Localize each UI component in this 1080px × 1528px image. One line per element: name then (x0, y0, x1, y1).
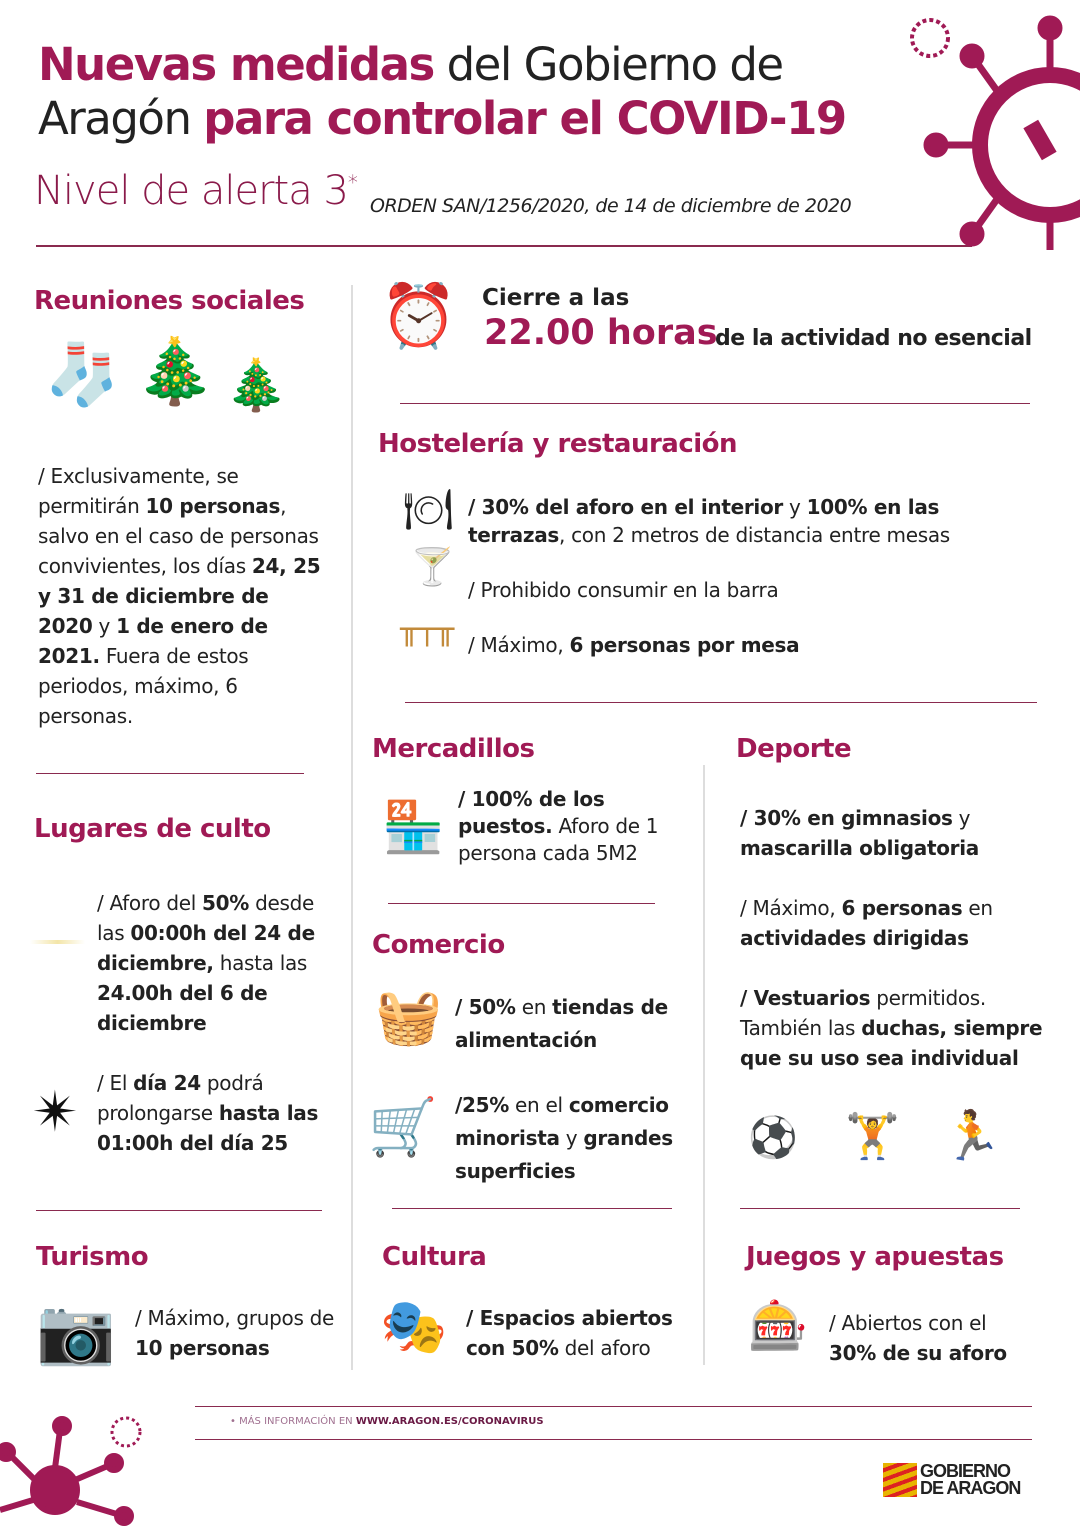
text-segment: , con 2 metros de distancia entre mesas (559, 523, 950, 547)
christmas-tree-icon: 🎄 (135, 335, 215, 409)
shopping-cart-icon: 🛒 (368, 1095, 438, 1160)
title-line-2 (38, 92, 846, 145)
text-segment: y (92, 614, 117, 638)
text-emphasis: 50% (202, 891, 250, 915)
section-title-mercadillos: Mercadillos (372, 734, 535, 764)
alert-level (34, 168, 357, 214)
soccer-ball-icon: ⚽ (748, 1115, 798, 1161)
text-segment: del aforo (558, 1336, 651, 1360)
text-segment: y (783, 495, 807, 519)
text-emphasis: / Espacios abiertos con 50% (466, 1306, 673, 1360)
text-emphasis: / 30% del aforo en el interior (468, 495, 783, 519)
text-emphasis: 00:00h del 24 de diciembre, (97, 921, 315, 975)
closing-suffix: de la actividad no esencial (715, 326, 1032, 351)
column-divider (703, 765, 705, 1365)
more-info: • MÁS INFORMACIÓN EN WWW.ARAGON.ES/CORONAVIRUS (230, 1416, 544, 1427)
column-divider (351, 285, 353, 1370)
text-segment: / Exclusivamente, se permitirán (38, 464, 239, 518)
divider (400, 403, 1030, 404)
sparkle-icon (30, 940, 85, 944)
section-title-juegos: Juegos y apuestas (746, 1242, 1004, 1272)
logo-line: DE ARAGON (920, 1478, 1021, 1498)
closing-time: 22.00 horas (484, 313, 718, 353)
text-segment: / Máximo, (468, 633, 570, 657)
divider (405, 702, 1037, 703)
text-emphasis: / Vestuarios (740, 986, 871, 1010)
text-segment: / El (97, 1071, 134, 1095)
text-emphasis: grandes superficies (455, 1126, 673, 1183)
hosteleria-item (468, 630, 799, 660)
text-emphasis: 6 personas por mesa (569, 633, 800, 657)
text-segment: en (515, 995, 553, 1019)
section-title-cultura: Cultura (382, 1242, 487, 1272)
cocktail-icon: 🍸 (410, 547, 455, 588)
text-segment: Fuera de estos periodos, máximo, 6 personas. (38, 644, 249, 728)
title-line-1 (38, 38, 783, 91)
section-title-hosteleria: Hostelería y restauración (378, 429, 738, 459)
text-segment: Aforo de 1 persona cada 5M2 (458, 814, 659, 865)
section-title-turismo: Turismo (36, 1242, 149, 1272)
virus-decoration-icon (900, 10, 1080, 260)
divider (195, 1406, 1032, 1407)
alarm-clock-icon: ⏰ (380, 279, 458, 352)
section-title-culto: Lugares de culto (34, 814, 271, 844)
divider (36, 773, 304, 774)
culto-text-2 (97, 1068, 337, 1158)
camera-icon: 📷 (36, 1295, 116, 1369)
culto-text-1 (97, 888, 345, 1038)
text-emphasis: 10 personas (145, 494, 281, 518)
text-segment: en el (508, 1093, 569, 1117)
section-title-comercio: Comercio (372, 930, 505, 960)
section-title-deporte: Deporte (736, 734, 852, 764)
divider (740, 1208, 1020, 1209)
text-emphasis: Nuevas medidas (38, 38, 434, 91)
text-segment: hasta las (213, 951, 308, 975)
text-emphasis: / 100% de los puestos. (458, 787, 605, 838)
deporte-item (740, 983, 1060, 1073)
text-segment: , salvo en el caso de personas convivientes, los días (38, 494, 319, 578)
comercio-item (455, 1089, 695, 1188)
text-segment: y (952, 806, 971, 830)
text-emphasis: para controlar el COVID-19 (203, 92, 846, 145)
divider (195, 1439, 1032, 1440)
cultura-text (466, 1303, 696, 1363)
text-emphasis: /25% (455, 1093, 509, 1117)
text-segment: / Máximo, grupos de (135, 1306, 335, 1330)
text-emphasis: duchas, siempre que su uso sea individual (740, 1016, 1043, 1070)
text-segment: y (559, 1126, 584, 1150)
virus-decoration-icon (0, 1410, 160, 1528)
market-stall-icon: 🏪 (382, 798, 445, 856)
hosteleria-item (468, 493, 1033, 549)
text-emphasis: 24, 25 y 31 de diciembre de 2020 (38, 554, 321, 638)
juegos-text (829, 1308, 1029, 1368)
stocking-icon: 🧦 (45, 340, 120, 410)
text-segment: desde las (97, 891, 315, 945)
text-emphasis: 10 personas (135, 1336, 270, 1360)
divider (388, 903, 655, 904)
text-segment: / Abiertos con el (829, 1311, 987, 1335)
cloche-icon: 🍽 (403, 487, 454, 533)
theater-masks-icon: 🎭 (380, 1295, 448, 1358)
text-emphasis: 100% en las terrazas (468, 495, 940, 547)
text-emphasis: mascarilla obligatoria (740, 836, 979, 860)
text-segment: en (962, 896, 993, 920)
reuniones-text (38, 461, 328, 731)
star-icon: ✴ (32, 1080, 79, 1145)
logo-line: GOBIERNO (920, 1461, 1011, 1481)
text-emphasis: 1 de enero de 2021. (38, 614, 268, 668)
table-chairs-icon: ╥┬╥ (400, 612, 455, 647)
text-segment: permitidos. También las (740, 986, 986, 1040)
order-reference: ORDEN SAN/1256/2020, de 14 de diciembre de 2020 (370, 195, 852, 217)
weightlifter-icon: 🏋 (845, 1111, 900, 1162)
text-emphasis: 6 personas (841, 896, 963, 920)
text-segment: / Prohibido consumir en la barra (468, 578, 779, 602)
turismo-text (135, 1303, 335, 1363)
text-emphasis: actividades dirigidas (740, 926, 969, 950)
comercio-item (455, 991, 690, 1057)
text-segment: del Gobierno de (433, 38, 783, 91)
text-segment: / Aforo del (97, 891, 203, 915)
text-segment: Aragón (38, 92, 204, 145)
text-emphasis: comercio minorista (455, 1093, 669, 1150)
divider (36, 245, 972, 247)
divider (36, 1210, 322, 1211)
deporte-item (740, 893, 1050, 953)
deporte-item (740, 803, 1050, 863)
more-info-link[interactable]: WWW.ARAGON.ES/CORONAVIRUS (355, 1416, 544, 1427)
text-emphasis: hasta las 01:00h del día 25 (97, 1101, 319, 1155)
section-title-reuniones: Reuniones sociales (34, 286, 305, 316)
closing-label: Cierre a las (482, 285, 630, 311)
hosteleria-item (468, 575, 778, 605)
divider (392, 1208, 672, 1209)
aragon-flag-icon (883, 1463, 917, 1497)
gobierno-aragon-logo (883, 1463, 1020, 1497)
ornaments-icon: 🎄 (225, 356, 288, 414)
text-segment: / Máximo, (740, 896, 842, 920)
text-emphasis: día 24 (133, 1071, 201, 1095)
text-emphasis: 30% de su aforo (829, 1341, 1007, 1365)
more-info-label: MÁS INFORMACIÓN EN (239, 1416, 356, 1427)
alert-asterisk: * (347, 170, 357, 195)
text-segment: podrá prolongarse (97, 1071, 264, 1125)
food-basket-icon: 🧺 (375, 985, 443, 1048)
poker-chips-icon: 🎰 (748, 1298, 808, 1354)
mercadillos-text (458, 786, 673, 867)
text-emphasis: / 30% en gimnasios (740, 806, 953, 830)
text-emphasis: tiendas de alimentación (455, 995, 668, 1052)
text-emphasis: 24.00h del 6 de diciembre (97, 981, 268, 1035)
alert-level-text: Nivel de alerta 3 (34, 168, 348, 214)
text-emphasis: / 50% (455, 995, 516, 1019)
runner-icon: 🏃 (942, 1108, 1002, 1164)
